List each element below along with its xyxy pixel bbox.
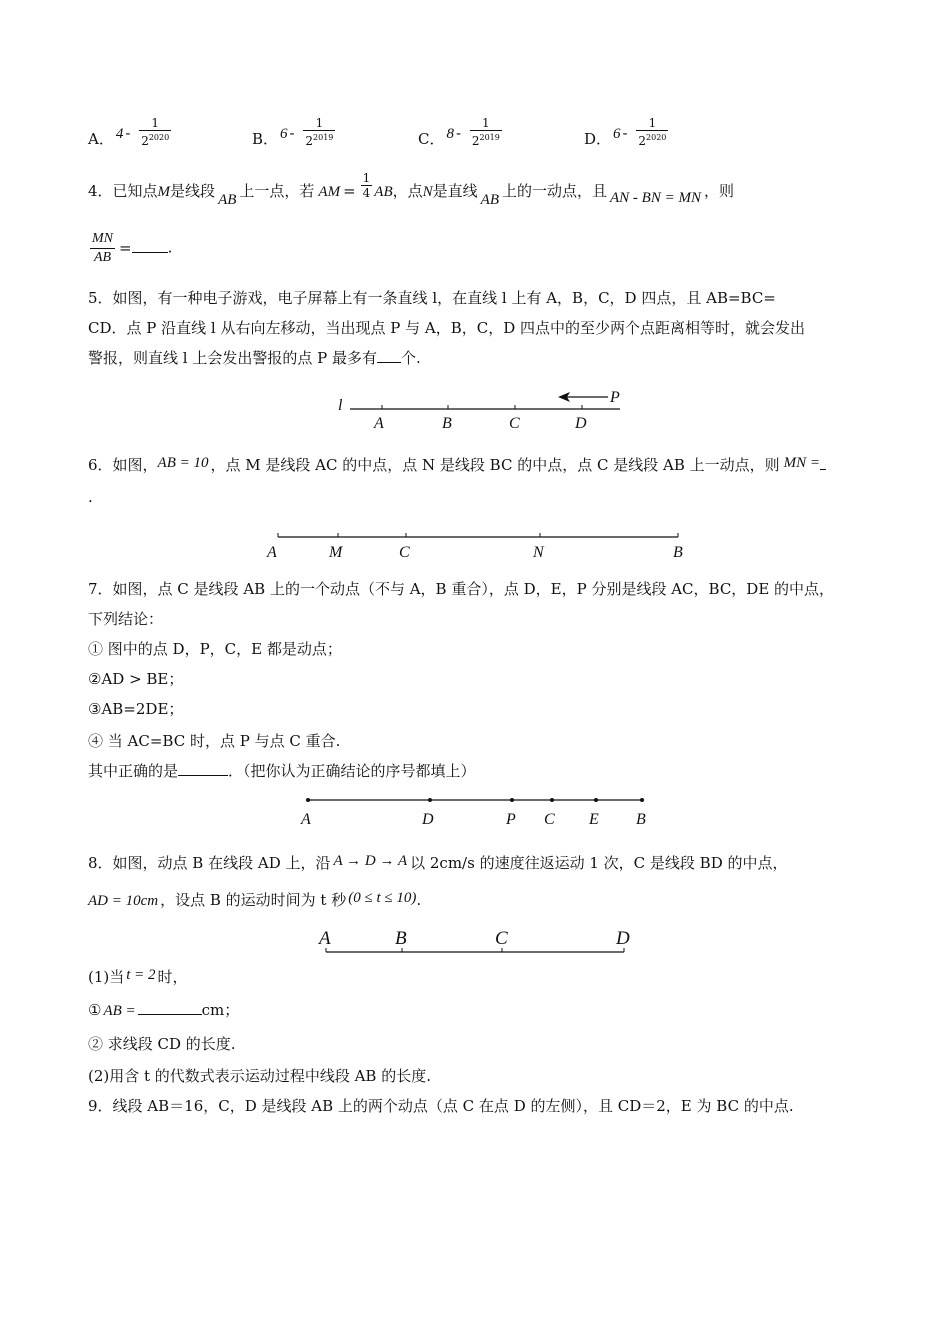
q7-conclusion-1: ① 图中的点 D，P，C，E 都是动点；	[88, 640, 342, 658]
q6-answer-blank[interactable]	[820, 455, 826, 470]
q8-part1-i: ① AB = cm；	[88, 1001, 240, 1019]
q7-conclusion-3: ③AB=2DE；	[88, 700, 184, 718]
q8-label-c: C	[495, 928, 508, 949]
q8-answer-blank[interactable]	[138, 1000, 202, 1015]
q5-label-c: C	[509, 415, 520, 432]
q8-line2: AD = 10cm ，设点 B 的运动时间为 t 秒 (0 ≤ t ≤ 10).	[88, 890, 422, 909]
q4-answer-blank[interactable]	[132, 238, 168, 253]
q6-label-b: B	[673, 544, 683, 561]
q7-label-c: C	[544, 811, 555, 828]
q5-figure	[330, 384, 630, 434]
q6-line1: 6．如图，AB = 10 ，点 M 是线段 AC 的中点，点 N 是线段 BC 的中点，点 C 是线段 AB 上一动点，则 MN =	[88, 454, 826, 477]
q5-label-l: l	[338, 397, 343, 414]
q7-conclusion-2: ②AD > BE；	[88, 670, 184, 688]
q3-option-d: D． 6 - $\frac{1}{2^{2020}}$	[584, 116, 667, 148]
q7-label-b: B	[636, 811, 646, 828]
q7-question: 其中正确的是 ．（把你认为正确结论的序号都填上）	[88, 762, 476, 780]
q5-line2: CD．点 P 沿直线 l 从右向左移动，当出现点 P 与 A，B，C，D 四点中的至少两个点距离相等时，就会发出	[88, 319, 805, 337]
q3-option-b: B． 6 - $\frac{1}{2^{2019}}$	[252, 116, 334, 148]
q8-label-a: A	[319, 928, 331, 949]
q8-part2: (2)用含 t 的代数式表示运动过程中线段 AB 的长度.	[88, 1067, 431, 1085]
q7-conclusion-4: ④ 当 AC=BC 时，点 P 与点 C 重合.	[88, 732, 341, 750]
q4-line2: $\frac{MN}{AB}$ = .	[92, 231, 173, 265]
q5-label-a: A	[374, 415, 384, 432]
q7-label-d: D	[422, 811, 434, 828]
q5-label-b: B	[442, 415, 452, 432]
q3-options	[88, 116, 848, 156]
q6-line2: .	[88, 488, 93, 506]
q7-label-a: A	[301, 811, 311, 828]
q3-option-a: A． 4 - $\frac{1}{2^{2020}}$	[88, 116, 170, 148]
q5-label-d: D	[575, 415, 587, 432]
q7-line2: 下列结论：	[88, 610, 164, 628]
q7-line1: 7．如图，点 C 是线段 AB 上的一个动点（不与 A，B 重合），点 D，E，P 分别是线段 AC，BC，DE 的中点，	[88, 580, 835, 598]
q6-label-a: A	[267, 544, 277, 561]
q9-line1: 9．线段 AB＝16，C，D 是线段 AB 上的两个动点（点 C 在点 D 的左侧），且 CD＝2，E 为 BC 的中点.	[88, 1097, 794, 1115]
q5-answer-blank[interactable]	[377, 348, 401, 363]
q6-figure	[262, 527, 692, 563]
q8-part1-ii: ② 求线段 CD 的长度.	[88, 1035, 236, 1053]
q6-label-n: N	[533, 544, 544, 561]
q3-option-c: C． 8 - $\frac{1}{2^{2019}}$	[418, 116, 500, 148]
q4-line1: 4．已知点M是线段 AB 上一点，若 AM = $\frac{1}{4}$ AB，点N是直线 AB 上的一动点，且 AN - BN = MN ，则	[88, 170, 734, 208]
q5-label-p: P	[610, 389, 620, 406]
q7-figure	[296, 790, 656, 830]
q5-line3: 警报，则直线 l 上会发出警报的点 P 最多有 个.	[88, 349, 421, 367]
q5-line1: 5．如图，有一种电子游戏，电子屏幕上有一条直线 l，在直线 l 上有 A，B，C，D 四点，且 AB=BC=	[88, 289, 776, 307]
q6-label-m: M	[329, 544, 343, 561]
q4-answer-fraction: $\frac{MN}{AB}$	[92, 231, 113, 265]
q8-figure	[314, 922, 644, 958]
q6-label-c: C	[399, 544, 410, 561]
q7-label-p: P	[506, 811, 516, 828]
q7-label-e: E	[589, 811, 599, 828]
q8-line1: 8．如图，动点 B 在线段 AD 上，沿 A → D → A 以 2cm/s 的速度往返运动 1 次，C 是线段 BD 的中点，	[88, 853, 788, 872]
q7-answer-blank[interactable]	[178, 761, 228, 776]
q8-label-b: B	[395, 928, 407, 949]
q8-part1: (1)当 t = 2 时，	[88, 967, 188, 986]
q8-label-d: D	[616, 928, 630, 949]
